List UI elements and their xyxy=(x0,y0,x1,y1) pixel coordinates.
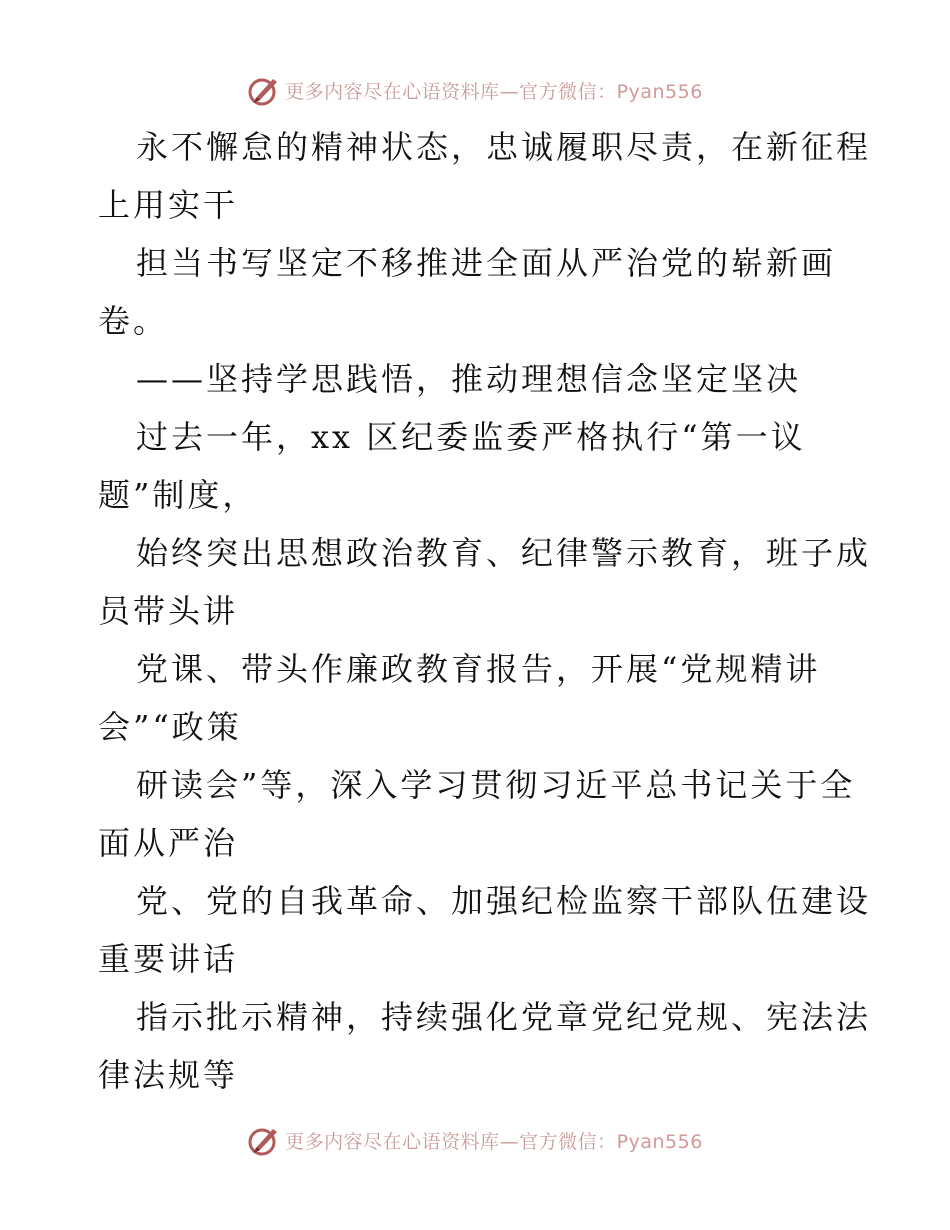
footer-watermark xyxy=(0,1120,950,1160)
body-line: 员带头讲 xyxy=(98,592,239,630)
body-line: 永不懈怠的精神状态，忠诚履职尽责，在新征程 xyxy=(136,128,872,166)
watermark-wechat-id: Pyan556 xyxy=(616,1130,703,1153)
body-line: 担当书写坚定不移推进全面从严治党的崭新画 xyxy=(136,244,837,282)
watermark-text xyxy=(285,1127,703,1154)
section-heading: ——坚持学思践悟，推动理想信念坚定坚决 xyxy=(136,360,802,398)
watermark-label: 更多内容尽在心语资料库—官方微信： xyxy=(285,80,617,103)
watermark-wechat-id: Pyan556 xyxy=(616,80,703,103)
body-line: 会”“政策 xyxy=(98,708,242,746)
body-line: 面从严治 xyxy=(98,824,239,862)
body-line: 指示批示精神，持续强化党章党纪党规、宪法法 xyxy=(136,998,872,1036)
header-watermark xyxy=(0,70,950,110)
body-line: 研读会”等，深入学习贯彻习近平总书记关于全 xyxy=(136,766,856,804)
document-body xyxy=(98,118,878,1104)
quill-pen-logo-icon xyxy=(247,73,281,107)
quill-pen-logo-icon xyxy=(247,1123,281,1157)
body-line: 题”制度， xyxy=(98,476,258,514)
watermark-label: 更多内容尽在心语资料库—官方微信： xyxy=(285,1130,617,1153)
body-line: 上用实干 xyxy=(98,186,239,224)
body-line: 党、党的自我革命、加强纪检监察干部队伍建设 xyxy=(136,882,872,920)
body-line: 律法规等 xyxy=(98,1056,239,1094)
body-line: 始终突出思想政治教育、纪律警示教育，班子成 xyxy=(136,534,872,572)
body-line: 党课、带头作廉政教育报告，开展“党规精讲 xyxy=(136,650,821,688)
watermark-text xyxy=(285,77,703,104)
body-line: 卷。 xyxy=(98,302,169,340)
body-line: 重要讲话 xyxy=(98,940,239,978)
body-line: 过去一年，xx 区纪委监委严格执行“第一议 xyxy=(136,418,806,456)
